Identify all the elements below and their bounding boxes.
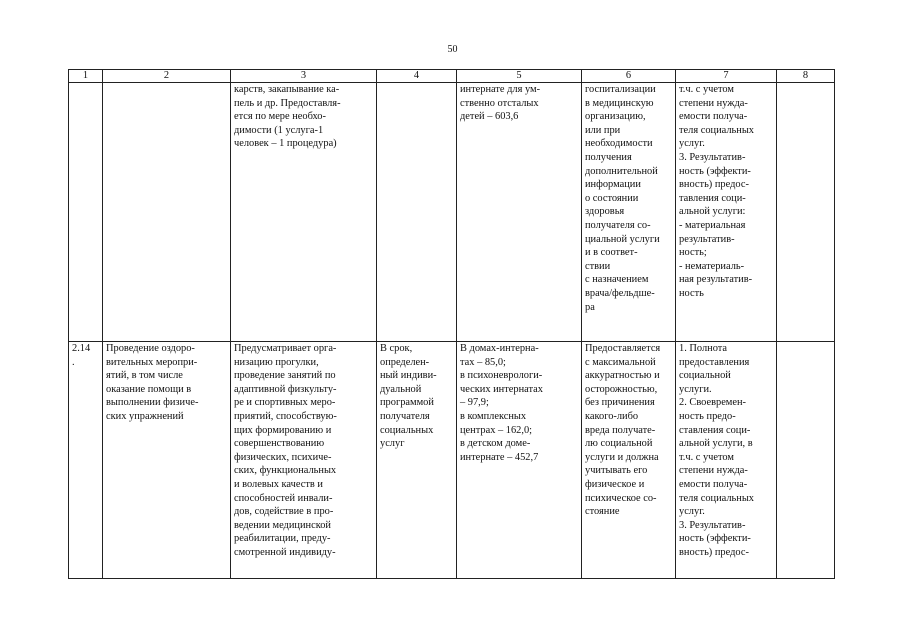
cont-cell-notes	[777, 83, 835, 342]
column-number-row	[69, 70, 835, 83]
cell-text-line: о состоянии	[585, 192, 639, 204]
service-quality-indicators-2-14	[676, 342, 777, 579]
cell-text-line: вность) предос-	[679, 179, 749, 191]
cell-text-line: Проведение оздоро-	[106, 343, 195, 354]
cell-text-line: щих формированию и	[234, 424, 332, 436]
cell-text-line: в психоневрологи-	[460, 370, 543, 382]
cell-text-line: или при	[585, 124, 621, 136]
row-number-2-14	[69, 342, 103, 579]
cell-text-line: лю социальной	[585, 438, 653, 450]
service-conditions-2-14	[582, 342, 676, 579]
cell-text-line: интернате для ум-	[460, 84, 541, 95]
cell-text-line: интернате – 452,7	[460, 451, 539, 463]
cell-text-line: психическое со-	[585, 492, 657, 504]
column-header-4: 4	[377, 70, 457, 83]
cell-text-line: – 97,9;	[460, 397, 489, 409]
cell-text-line: предоставления	[679, 356, 750, 368]
cell-text-line: приятий, способствую-	[234, 410, 337, 422]
cell-text-line: .	[72, 356, 75, 368]
cell-text-line: дополнительной	[585, 165, 658, 177]
table-row-2-14	[69, 342, 835, 579]
service-notes-2-14	[777, 342, 835, 579]
cell-text-line: ческих интернатах	[460, 383, 543, 395]
cell-text-line: циальной услуги	[585, 233, 660, 245]
column-header-8: 8	[777, 70, 835, 83]
cell-text-line: дов, содействие в про-	[234, 506, 334, 518]
cell-text-line: услуг.	[679, 506, 705, 518]
cell-text-line: 2.14	[72, 343, 91, 354]
column-header-1: 1	[69, 70, 103, 83]
cont-cell-number	[69, 83, 103, 342]
cont-cell-quality-indicators	[676, 83, 777, 342]
cell-text-line: физическое и	[585, 478, 645, 490]
cell-text-line: смотренной индивиду-	[234, 546, 336, 558]
cell-text-line: 3. Результатив-	[679, 151, 746, 163]
cell-text-line: совершенствованию	[234, 438, 325, 450]
cell-text-line: услуги.	[679, 383, 712, 395]
cell-text-line: ра	[585, 301, 595, 313]
cell-text-line: т.ч. с учетом	[679, 451, 734, 463]
cell-text-line: результатив-	[679, 233, 735, 245]
cell-text-line: социальных	[380, 424, 434, 436]
column-header-5: 5	[457, 70, 582, 83]
service-description-2-14	[231, 342, 377, 579]
cell-text-line: необходимости	[585, 138, 653, 150]
cell-text-line: реабилитации, преду-	[234, 533, 331, 545]
service-term-2-14	[377, 342, 457, 579]
cell-text-line: аккуратностью и	[585, 370, 660, 382]
cell-text-line: социальной	[679, 370, 731, 382]
cell-text-line: емости получа-	[679, 111, 748, 123]
cell-text-line: ность (эффекти-	[679, 533, 751, 545]
cell-text-line: степени нужда-	[679, 97, 748, 109]
cell-text-line: вительных меропри-	[106, 356, 198, 368]
cell-text-line: получения	[585, 151, 632, 163]
cell-text-line: и в соответ-	[585, 247, 638, 259]
cell-text-line: пель и др. Предоставля-	[234, 97, 341, 109]
cell-text-line: и волевых качеств и	[234, 478, 323, 490]
cell-text-line: программой	[380, 397, 434, 409]
cell-text-line: ность предо-	[679, 410, 736, 422]
cell-text-line: в детском доме-	[460, 438, 531, 450]
table-row-continuation	[69, 83, 835, 342]
cell-text-line: В домах-интерна-	[460, 343, 539, 354]
cell-text-line: Предусматривает орга-	[234, 343, 337, 354]
cell-text-line: с максимальной	[585, 356, 656, 368]
page-number: 50	[447, 44, 458, 55]
cell-text-line: - нематериаль-	[679, 260, 745, 272]
cell-text-line: ятий, в том числе	[106, 370, 183, 382]
cell-text-line: центрах – 162,0;	[460, 424, 533, 436]
cell-text-line: емости получа-	[679, 478, 748, 490]
cell-text-line: - материальная	[679, 219, 746, 231]
column-header-7: 7	[676, 70, 777, 83]
cell-text-line: ведении медицинской	[234, 519, 331, 531]
cell-text-line: 1. Полнота	[679, 343, 728, 354]
cell-text-line: альной услуги:	[679, 206, 746, 218]
cell-text-line: степени нужда-	[679, 465, 748, 477]
cell-text-line: в медицинскую	[585, 97, 654, 109]
cell-text-line: Предоставляется	[585, 343, 661, 354]
column-header-2: 2	[103, 70, 231, 83]
cont-cell-conditions	[582, 83, 676, 342]
cell-text-line: ный индиви-	[380, 370, 437, 382]
cell-text-line: человек – 1 процедура)	[234, 138, 337, 150]
cont-cell-description	[231, 83, 377, 342]
cell-text-line: организацию,	[585, 111, 646, 123]
cell-text-line: ре и спортивных меро-	[234, 397, 336, 409]
cell-text-line: услуг	[380, 438, 405, 450]
cell-text-line: способностей инвали-	[234, 492, 333, 504]
cell-text-line: ственно отсталых	[460, 97, 539, 109]
cell-text-line: низацию прогулки,	[234, 356, 319, 368]
column-header-3: 3	[231, 70, 377, 83]
cell-text-line: детей – 603,6	[460, 111, 519, 123]
cell-text-line: какого-либо	[585, 410, 639, 422]
cell-text-line: тах – 85,0;	[460, 356, 506, 368]
cell-text-line: ется по мере необхо-	[234, 111, 326, 123]
cell-text-line: тавления соци-	[679, 192, 746, 204]
cell-text-line: информации	[585, 179, 641, 191]
cell-text-line: физических, психиче-	[234, 451, 332, 463]
cell-text-line: оказание помощи в	[106, 383, 192, 395]
cell-text-line: врача/фельдше-	[585, 287, 655, 299]
cell-text-line: альной услуги, в	[679, 438, 753, 450]
cell-text-line: 2. Своевремен-	[679, 397, 747, 409]
cell-text-line: услуги и должна	[585, 451, 659, 463]
service-tariff-2-14	[457, 342, 582, 579]
cell-text-line: димости (1 услуга-1	[234, 124, 324, 136]
cell-text-line: вность) предос-	[679, 546, 749, 558]
cell-text-line: стояние	[585, 506, 620, 518]
cell-text-line: проведение занятий по	[234, 370, 336, 382]
cell-text-line: теля социальных	[679, 124, 755, 136]
cell-text-line: ских упражнений	[106, 410, 184, 422]
cell-text-line: ставления соци-	[679, 424, 751, 436]
cell-text-line: адаптивной физкульту-	[234, 383, 337, 395]
cont-cell-service-name	[103, 83, 231, 342]
cell-text-line: вреда получате-	[585, 424, 656, 436]
cont-cell-tariff	[457, 83, 582, 342]
cell-text-line: ная результатив-	[679, 274, 753, 286]
cell-text-line: без причинения	[585, 397, 655, 409]
cell-text-line: определен-	[380, 356, 430, 368]
service-name-2-14	[103, 342, 231, 579]
cell-text-line: т.ч. с учетом	[679, 84, 734, 95]
cell-text-line: 3. Результатив-	[679, 519, 746, 531]
cell-text-line: теля социальных	[679, 492, 755, 504]
cell-text-line: осторожностью,	[585, 383, 658, 395]
cell-text-line: получателя	[380, 410, 430, 422]
cell-text-line: ность (эффекти-	[679, 165, 751, 177]
cell-text-line: здоровья	[585, 206, 625, 218]
services-table	[68, 69, 835, 579]
cell-text-line: ность	[679, 287, 704, 299]
cell-text-line: ствии	[585, 260, 611, 272]
cell-text-line: ность;	[679, 247, 707, 259]
cell-text-line: в комплексных	[460, 410, 527, 422]
column-header-6: 6	[582, 70, 676, 83]
cell-text-line: карств, закапывание ка-	[234, 84, 340, 95]
cell-text-line: с назначением	[585, 274, 649, 286]
cell-text-line: получателя со-	[585, 219, 651, 231]
cell-text-line: услуг.	[679, 138, 705, 150]
cell-text-line: В срок,	[380, 343, 413, 354]
cell-text-line: ских, функциональных	[234, 465, 337, 477]
cell-text-line: учитывать его	[585, 465, 648, 477]
cell-text-line: выполнении физиче-	[106, 397, 199, 409]
cont-cell-term	[377, 83, 457, 342]
cell-text-line: госпитализации	[585, 84, 656, 95]
cell-text-line: дуальной	[380, 383, 422, 395]
